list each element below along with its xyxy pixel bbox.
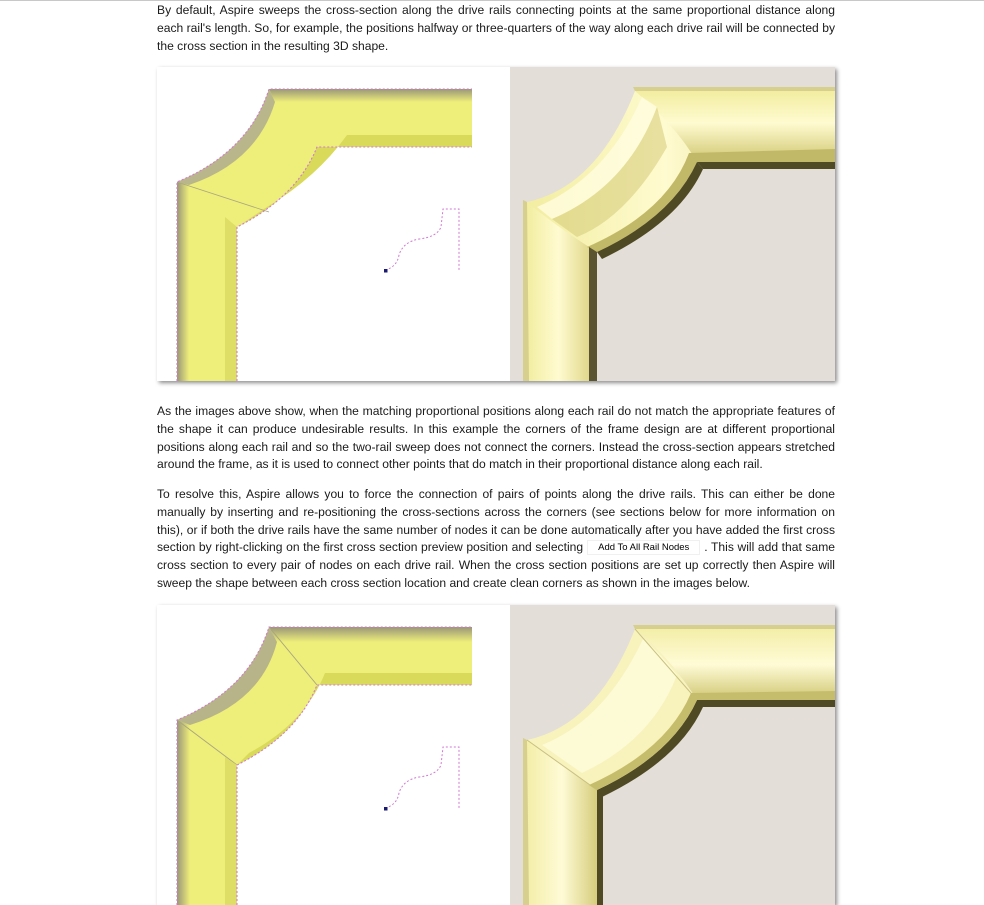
paragraph-undesirable-results: As the images above show, when the matching proportional positions along each rail do not match the appropriate features of the shape it can produce undesirable results. In this example the corners of the frame design are at different proportional positions along each rail and so the two-rail sweep does not connect the corners. Instead the cross-section appears stretched around the frame, as it is used to connect other points that do match in their proportional distance along each rail. bbox=[157, 404, 835, 472]
paragraph-default-sweep: By default, Aspire sweeps the cross-section along the drive rails connecting points at the same proportional distance along each rail's length. So, for example, the positions halfway or three-quarters of the way along each drive rail will be connected by the cross section in the resulting 3D shape. bbox=[157, 3, 835, 53]
paragraph-resolve-text-after: . This will add that same cross section to every pair of nodes on each drive rail. When the cross section positions are set up correctly then Aspire will sweep the shape between each cross section location and create clean corners as shown in the images below. bbox=[157, 540, 835, 590]
render-3d-view bbox=[510, 67, 835, 381]
figure-clean-corners bbox=[157, 605, 835, 905]
rails-2d-view-corrected bbox=[157, 605, 502, 905]
rails-2d-view bbox=[157, 67, 502, 381]
paragraph-resolve-text-before: To resolve this, Aspire allows you to force the connection of pairs of points along the drive rails. This can either be done manually by inserting and re-positioning the cross-sections across the corners (see sections below for more information on this), or if both the drive rails have the same number of nodes it can be done automatically after you have added the first cross section by right-clicking on the first cross section preview position and selecting bbox=[157, 487, 835, 555]
top-divider bbox=[0, 0, 984, 1]
figure-stretched-sweep bbox=[157, 67, 835, 381]
render-3d-view-corrected bbox=[510, 605, 835, 905]
add-to-all-rail-nodes-button[interactable]: Add To All Rail Nodes bbox=[587, 540, 700, 555]
paragraph-resolve bbox=[157, 486, 835, 593]
